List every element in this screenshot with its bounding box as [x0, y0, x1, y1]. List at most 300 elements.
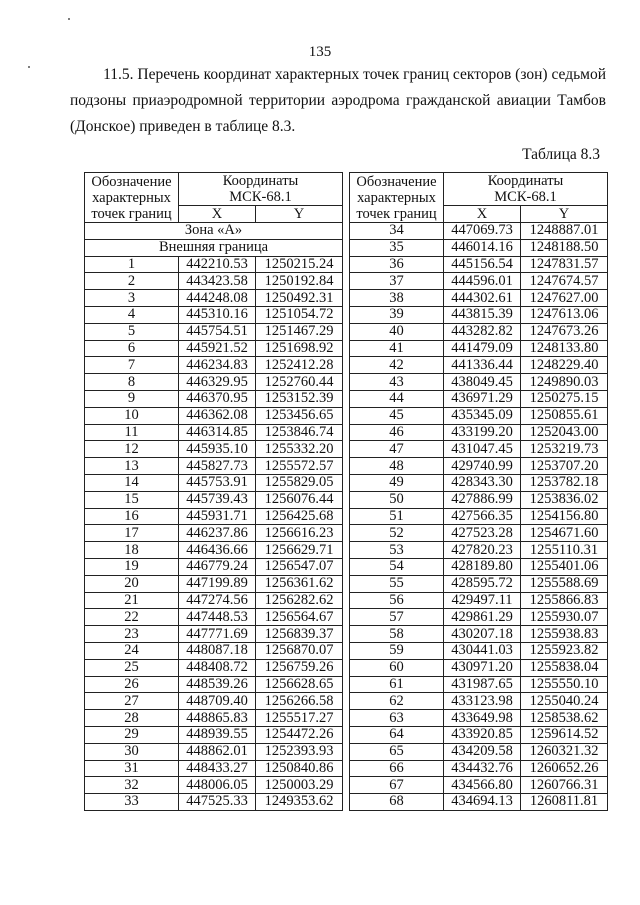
scan-speck [28, 66, 30, 68]
table-row [85, 542, 343, 559]
y-coordinate-cell: 1260652.26 [521, 760, 608, 777]
table-row [85, 726, 343, 743]
y-coordinate-cell: 1255588.69 [521, 575, 608, 592]
table-row [350, 491, 608, 508]
y-coordinate-cell: 1250215.24 [256, 256, 343, 273]
point-number-cell: 12 [85, 441, 179, 458]
header-point-designation [85, 173, 179, 223]
x-coordinate-cell: 448939.55 [179, 726, 256, 743]
x-coordinate-cell: 447069.73 [444, 223, 521, 240]
table-row [350, 794, 608, 811]
coordinates-table-left [84, 172, 343, 811]
x-coordinate-cell: 428189.80 [444, 558, 521, 575]
point-number-cell: 52 [350, 525, 444, 542]
point-number-cell: 26 [85, 676, 179, 693]
table-row [350, 575, 608, 592]
table-row [85, 407, 343, 424]
point-number-cell: 66 [350, 760, 444, 777]
x-coordinate-cell: 446237.86 [179, 525, 256, 542]
table-row [350, 659, 608, 676]
x-coordinate-cell: 448006.05 [179, 777, 256, 794]
x-coordinate-cell: 443423.58 [179, 273, 256, 290]
header-y: Y [256, 206, 343, 223]
table-row [85, 710, 343, 727]
y-coordinate-cell: 1255923.82 [521, 642, 608, 659]
x-coordinate-cell: 445753.91 [179, 474, 256, 491]
y-coordinate-cell: 1250003.29 [256, 777, 343, 794]
table-row [85, 323, 343, 340]
x-coordinate-cell: 446436.66 [179, 542, 256, 559]
point-number-cell: 61 [350, 676, 444, 693]
x-coordinate-cell: 445754.51 [179, 323, 256, 340]
table-row [350, 609, 608, 626]
y-coordinate-cell: 1250275.15 [521, 390, 608, 407]
y-coordinate-cell: 1255838.04 [521, 659, 608, 676]
x-coordinate-cell: 445156.54 [444, 256, 521, 273]
scan-speck [68, 18, 70, 20]
point-number-cell: 23 [85, 626, 179, 643]
x-coordinate-cell: 428595.72 [444, 575, 521, 592]
table-row [85, 390, 343, 407]
x-coordinate-cell: 441336.44 [444, 357, 521, 374]
table-row [350, 726, 608, 743]
point-number-cell: 20 [85, 575, 179, 592]
point-number-cell: 42 [350, 357, 444, 374]
table-row [85, 609, 343, 626]
point-number-cell: 62 [350, 693, 444, 710]
point-number-cell: 40 [350, 323, 444, 340]
x-coordinate-cell: 447448.53 [179, 609, 256, 626]
x-coordinate-cell: 448862.01 [179, 743, 256, 760]
table-row [350, 474, 608, 491]
y-coordinate-cell: 1252412.28 [256, 357, 343, 374]
table-row [85, 424, 343, 441]
y-coordinate-cell: 1260766.31 [521, 777, 608, 794]
y-coordinate-cell: 1256870.07 [256, 642, 343, 659]
point-number-cell: 16 [85, 508, 179, 525]
table-row [350, 256, 608, 273]
table-row [85, 676, 343, 693]
header-coords-line-2: МСК-68.1 [229, 189, 292, 205]
point-number-cell: 31 [85, 760, 179, 777]
y-coordinate-cell: 1256076.44 [256, 491, 343, 508]
x-coordinate-cell: 446362.08 [179, 407, 256, 424]
point-number-cell: 36 [350, 256, 444, 273]
header-coordinates [444, 173, 608, 206]
y-coordinate-cell: 1249353.62 [256, 794, 343, 811]
header-coords-line-1: Координаты [222, 173, 299, 189]
point-number-cell: 9 [85, 390, 179, 407]
y-coordinate-cell: 1255572.57 [256, 458, 343, 475]
point-number-cell: 32 [85, 777, 179, 794]
point-number-cell: 53 [350, 542, 444, 559]
table-row [350, 592, 608, 609]
x-coordinate-cell: 446779.24 [179, 558, 256, 575]
table-row [350, 239, 608, 256]
y-coordinate-cell: 1255517.27 [256, 710, 343, 727]
point-number-cell: 14 [85, 474, 179, 491]
x-coordinate-cell: 445931.71 [179, 508, 256, 525]
x-coordinate-cell: 444596.01 [444, 273, 521, 290]
y-coordinate-cell: 1250855.61 [521, 407, 608, 424]
paragraph-line-2: подзоны приаэродромной территории аэродрома гражданской авиации Тамбов [70, 92, 606, 109]
y-coordinate-cell: 1250192.84 [256, 273, 343, 290]
point-number-cell: 24 [85, 642, 179, 659]
y-coordinate-cell: 1260811.81 [521, 794, 608, 811]
y-coordinate-cell: 1255938.83 [521, 626, 608, 643]
point-number-cell: 64 [350, 726, 444, 743]
y-coordinate-cell: 1250492.31 [256, 290, 343, 307]
y-coordinate-cell: 1254156.80 [521, 508, 608, 525]
point-number-cell: 18 [85, 542, 179, 559]
table-row [350, 542, 608, 559]
y-coordinate-cell: 1256361.62 [256, 575, 343, 592]
table-row [85, 474, 343, 491]
table-row [350, 273, 608, 290]
point-number-cell: 37 [350, 273, 444, 290]
x-coordinate-cell: 430441.03 [444, 642, 521, 659]
y-coordinate-cell: 1247831.57 [521, 256, 608, 273]
x-coordinate-cell: 436971.29 [444, 390, 521, 407]
x-coordinate-cell: 430207.18 [444, 626, 521, 643]
x-coordinate-cell: 443815.39 [444, 306, 521, 323]
table-row [350, 626, 608, 643]
y-coordinate-cell: 1255110.31 [521, 542, 608, 559]
table-row [85, 626, 343, 643]
x-coordinate-cell: 434432.76 [444, 760, 521, 777]
y-coordinate-cell: 1249890.03 [521, 374, 608, 391]
x-coordinate-cell: 446314.85 [179, 424, 256, 441]
table-row [85, 458, 343, 475]
table-row [85, 777, 343, 794]
point-number-cell: 54 [350, 558, 444, 575]
x-coordinate-cell: 441479.09 [444, 340, 521, 357]
table-row [85, 290, 343, 307]
point-number-cell: 43 [350, 374, 444, 391]
y-coordinate-cell: 1255332.20 [256, 441, 343, 458]
y-coordinate-cell: 1256759.26 [256, 659, 343, 676]
point-number-cell: 3 [85, 290, 179, 307]
x-coordinate-cell: 445310.16 [179, 306, 256, 323]
header-coordinates [179, 173, 343, 206]
table-row [350, 693, 608, 710]
table-row [350, 357, 608, 374]
point-number-cell: 35 [350, 239, 444, 256]
point-number-cell: 41 [350, 340, 444, 357]
x-coordinate-cell: 446370.95 [179, 390, 256, 407]
point-number-cell: 2 [85, 273, 179, 290]
point-number-cell: 10 [85, 407, 179, 424]
y-coordinate-cell: 1259614.52 [521, 726, 608, 743]
y-coordinate-cell: 1252393.93 [256, 743, 343, 760]
x-coordinate-cell: 447771.69 [179, 626, 256, 643]
x-coordinate-cell: 427566.35 [444, 508, 521, 525]
table-row [85, 357, 343, 374]
x-coordinate-cell: 429497.11 [444, 592, 521, 609]
y-coordinate-cell: 1248188.50 [521, 239, 608, 256]
y-coordinate-cell: 1247627.00 [521, 290, 608, 307]
y-coordinate-cell: 1247674.57 [521, 273, 608, 290]
y-coordinate-cell: 1254472.26 [256, 726, 343, 743]
point-number-cell: 13 [85, 458, 179, 475]
x-coordinate-cell: 448087.18 [179, 642, 256, 659]
x-coordinate-cell: 434566.80 [444, 777, 521, 794]
x-coordinate-cell: 447199.89 [179, 575, 256, 592]
table-row [85, 592, 343, 609]
header-point-line-1: Обозначение [91, 173, 172, 190]
boundary-label: Внешняя граница [85, 239, 343, 256]
header-y: Y [521, 206, 608, 223]
y-coordinate-cell: 1256282.62 [256, 592, 343, 609]
y-coordinate-cell: 1247673.26 [521, 323, 608, 340]
y-coordinate-cell: 1256629.71 [256, 542, 343, 559]
zone-label: Зона «А» [85, 223, 343, 240]
x-coordinate-cell: 438049.45 [444, 374, 521, 391]
table-row [85, 491, 343, 508]
x-coordinate-cell: 433123.98 [444, 693, 521, 710]
y-coordinate-cell: 1255401.06 [521, 558, 608, 575]
x-coordinate-cell: 445921.52 [179, 340, 256, 357]
point-number-cell: 6 [85, 340, 179, 357]
table-row [350, 340, 608, 357]
point-number-cell: 29 [85, 726, 179, 743]
x-coordinate-cell: 448865.83 [179, 710, 256, 727]
x-coordinate-cell: 445827.73 [179, 458, 256, 475]
x-coordinate-cell: 431047.45 [444, 441, 521, 458]
y-coordinate-cell: 1250840.86 [256, 760, 343, 777]
table-row [350, 441, 608, 458]
table-row [85, 794, 343, 811]
point-number-cell: 49 [350, 474, 444, 491]
coordinates-table-right [349, 172, 608, 811]
x-coordinate-cell: 444302.61 [444, 290, 521, 307]
point-number-cell: 44 [350, 390, 444, 407]
point-number-cell: 57 [350, 609, 444, 626]
y-coordinate-cell: 1251698.92 [256, 340, 343, 357]
x-coordinate-cell: 448539.26 [179, 676, 256, 693]
header-x: X [444, 206, 521, 223]
x-coordinate-cell: 427523.28 [444, 525, 521, 542]
header-point-line-1: Обозначение [356, 173, 437, 190]
page-number: 135 [308, 44, 332, 60]
table-row [350, 710, 608, 727]
y-coordinate-cell: 1253782.18 [521, 474, 608, 491]
y-coordinate-cell: 1254671.60 [521, 525, 608, 542]
point-number-cell: 8 [85, 374, 179, 391]
table-row [350, 642, 608, 659]
x-coordinate-cell: 445739.43 [179, 491, 256, 508]
point-number-cell: 27 [85, 693, 179, 710]
y-coordinate-cell: 1260321.32 [521, 743, 608, 760]
point-number-cell: 17 [85, 525, 179, 542]
x-coordinate-cell: 448709.40 [179, 693, 256, 710]
x-coordinate-cell: 448433.27 [179, 760, 256, 777]
point-number-cell: 15 [85, 491, 179, 508]
x-coordinate-cell: 446234.83 [179, 357, 256, 374]
y-coordinate-cell: 1251054.72 [256, 306, 343, 323]
header-point-line-2: характерных [357, 189, 436, 206]
table-row [85, 256, 343, 273]
x-coordinate-cell: 446014.16 [444, 239, 521, 256]
y-coordinate-cell: 1252043.00 [521, 424, 608, 441]
point-number-cell: 39 [350, 306, 444, 323]
y-coordinate-cell: 1253707.20 [521, 458, 608, 475]
point-number-cell: 21 [85, 592, 179, 609]
x-coordinate-cell: 431987.65 [444, 676, 521, 693]
x-coordinate-cell: 442210.53 [179, 256, 256, 273]
table-row [350, 424, 608, 441]
y-coordinate-cell: 1256616.23 [256, 525, 343, 542]
table-row [85, 525, 343, 542]
header-point-designation [350, 173, 444, 223]
point-number-cell: 19 [85, 558, 179, 575]
table-row [85, 642, 343, 659]
table-row [350, 743, 608, 760]
table-row [85, 306, 343, 323]
y-coordinate-cell: 1252760.44 [256, 374, 343, 391]
table-row [350, 290, 608, 307]
x-coordinate-cell: 445935.10 [179, 441, 256, 458]
x-coordinate-cell: 443282.82 [444, 323, 521, 340]
table-row [85, 743, 343, 760]
paragraph-line-3: (Донское) приведен в таблице 8.3. [70, 118, 296, 135]
y-coordinate-cell: 1255829.05 [256, 474, 343, 491]
y-coordinate-cell: 1256839.37 [256, 626, 343, 643]
x-coordinate-cell: 429740.99 [444, 458, 521, 475]
point-number-cell: 30 [85, 743, 179, 760]
x-coordinate-cell: 433920.85 [444, 726, 521, 743]
table-row [85, 273, 343, 290]
table-row [85, 693, 343, 710]
y-coordinate-cell: 1256425.68 [256, 508, 343, 525]
table-row [350, 508, 608, 525]
table-row [85, 575, 343, 592]
table-row [350, 323, 608, 340]
y-coordinate-cell: 1253456.65 [256, 407, 343, 424]
point-number-cell: 46 [350, 424, 444, 441]
y-coordinate-cell: 1256266.58 [256, 693, 343, 710]
y-coordinate-cell: 1247613.06 [521, 306, 608, 323]
point-number-cell: 48 [350, 458, 444, 475]
header-coords-line-2: МСК-68.1 [494, 189, 557, 205]
point-number-cell: 67 [350, 777, 444, 794]
table-row [350, 390, 608, 407]
x-coordinate-cell: 433199.20 [444, 424, 521, 441]
point-number-cell: 56 [350, 592, 444, 609]
table-row [350, 760, 608, 777]
header-point-line-3: точек границ [356, 205, 437, 222]
point-number-cell: 33 [85, 794, 179, 811]
x-coordinate-cell: 427886.99 [444, 491, 521, 508]
table-row [350, 777, 608, 794]
point-number-cell: 58 [350, 626, 444, 643]
x-coordinate-cell: 430971.20 [444, 659, 521, 676]
table-row [350, 558, 608, 575]
x-coordinate-cell: 433649.98 [444, 710, 521, 727]
y-coordinate-cell: 1255930.07 [521, 609, 608, 626]
x-coordinate-cell: 428343.30 [444, 474, 521, 491]
table-row [350, 676, 608, 693]
point-number-cell: 45 [350, 407, 444, 424]
point-number-cell: 65 [350, 743, 444, 760]
point-number-cell: 34 [350, 223, 444, 240]
x-coordinate-cell: 434694.13 [444, 794, 521, 811]
point-number-cell: 28 [85, 710, 179, 727]
point-number-cell: 7 [85, 357, 179, 374]
y-coordinate-cell: 1256547.07 [256, 558, 343, 575]
header-point-line-3: точек границ [91, 205, 172, 222]
table-row [85, 441, 343, 458]
x-coordinate-cell: 434209.58 [444, 743, 521, 760]
point-number-cell: 11 [85, 424, 179, 441]
y-coordinate-cell: 1256564.67 [256, 609, 343, 626]
point-number-cell: 22 [85, 609, 179, 626]
x-coordinate-cell: 447274.56 [179, 592, 256, 609]
x-coordinate-cell: 429861.29 [444, 609, 521, 626]
header-x: X [179, 206, 256, 223]
table-row [350, 458, 608, 475]
table-row [85, 659, 343, 676]
point-number-cell: 60 [350, 659, 444, 676]
y-coordinate-cell: 1255866.83 [521, 592, 608, 609]
table-row [350, 223, 608, 240]
point-number-cell: 50 [350, 491, 444, 508]
header-coords-line-1: Координаты [487, 173, 564, 189]
y-coordinate-cell: 1258538.62 [521, 710, 608, 727]
point-number-cell: 4 [85, 306, 179, 323]
point-number-cell: 59 [350, 642, 444, 659]
x-coordinate-cell: 435345.09 [444, 407, 521, 424]
y-coordinate-cell: 1248133.80 [521, 340, 608, 357]
y-coordinate-cell: 1248887.01 [521, 223, 608, 240]
header-point-line-2: характерных [92, 189, 171, 206]
y-coordinate-cell: 1255550.10 [521, 676, 608, 693]
y-coordinate-cell: 1251467.29 [256, 323, 343, 340]
y-coordinate-cell: 1248229.40 [521, 357, 608, 374]
point-number-cell: 38 [350, 290, 444, 307]
table-row [85, 374, 343, 391]
table-row [350, 306, 608, 323]
table-row [85, 508, 343, 525]
point-number-cell: 68 [350, 794, 444, 811]
table-row [350, 525, 608, 542]
table-row [350, 374, 608, 391]
table-row [85, 760, 343, 777]
y-coordinate-cell: 1255040.24 [521, 693, 608, 710]
x-coordinate-cell: 446329.95 [179, 374, 256, 391]
point-number-cell: 5 [85, 323, 179, 340]
table-caption: Таблица 8.3 [522, 146, 600, 163]
table-row [85, 340, 343, 357]
y-coordinate-cell: 1253836.02 [521, 491, 608, 508]
y-coordinate-cell: 1253152.39 [256, 390, 343, 407]
point-number-cell: 25 [85, 659, 179, 676]
point-number-cell: 47 [350, 441, 444, 458]
paragraph-line-1: 11.5. Перечень координат характерных точек границ секторов (зон) седьмой [103, 66, 606, 83]
y-coordinate-cell: 1253219.73 [521, 441, 608, 458]
point-number-cell: 51 [350, 508, 444, 525]
x-coordinate-cell: 427820.23 [444, 542, 521, 559]
x-coordinate-cell: 447525.33 [179, 794, 256, 811]
point-number-cell: 63 [350, 710, 444, 727]
point-number-cell: 55 [350, 575, 444, 592]
point-number-cell: 1 [85, 256, 179, 273]
table-row [85, 558, 343, 575]
y-coordinate-cell: 1253846.74 [256, 424, 343, 441]
y-coordinate-cell: 1256628.65 [256, 676, 343, 693]
x-coordinate-cell: 444248.08 [179, 290, 256, 307]
table-row [350, 407, 608, 424]
